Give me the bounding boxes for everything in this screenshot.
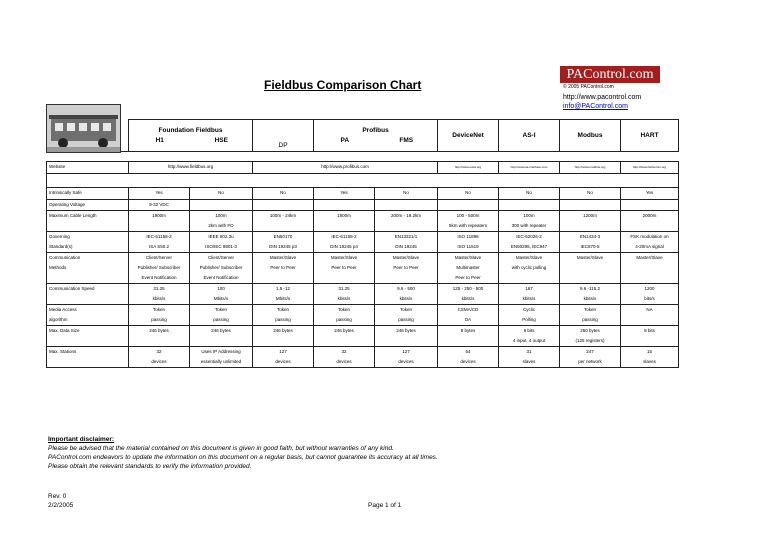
table-cell: 100m 300 with repeater xyxy=(499,211,560,232)
table-cell: 64 devices xyxy=(438,347,499,368)
table-cell: 127 devices xyxy=(253,347,314,368)
table-cell: Master/Slave Peer to Peer xyxy=(314,253,375,284)
table-cell: 8 bits xyxy=(621,326,679,347)
table-cell xyxy=(314,200,375,211)
table-row xyxy=(47,211,679,232)
table-cell xyxy=(190,200,253,211)
disclaimer-line: Please obtain the relevant standards to verify the information provided. xyxy=(48,463,252,470)
row-label: Max. Stations xyxy=(47,347,129,368)
table-cell: Master/Slave xyxy=(560,253,621,284)
table-cell: 1900m xyxy=(314,211,375,232)
table-row xyxy=(47,200,679,211)
website-modbus[interactable]: http://www.modbus.org xyxy=(560,162,621,174)
disclaimer-line: PAControl.com endeavors to update the information on this document on a regular basis, but cannot guarantee its accuracy at all times. xyxy=(48,454,438,461)
table-cell: No xyxy=(190,188,253,200)
fieldbus-photo xyxy=(46,104,121,153)
website-asi[interactable]: http://www.as-interface.com xyxy=(499,162,560,174)
row-label: Communication Methods xyxy=(47,253,129,284)
table-row xyxy=(47,232,679,253)
table-cell: Token passing xyxy=(375,305,438,326)
website-ff[interactable]: http://www.fieldbus.org xyxy=(129,162,253,174)
table-cell: 246 bytes xyxy=(375,326,438,347)
table-cell xyxy=(499,200,560,211)
table-cell: 127 devices xyxy=(375,347,438,368)
row-label: Media Access algorithm xyxy=(47,305,129,326)
header-pa: PA xyxy=(340,136,350,144)
table-cell: Token passing xyxy=(560,305,621,326)
header-foundation-fieldbus: Foundation Fieldbus H1 HSE xyxy=(129,120,253,152)
table-cell: No xyxy=(499,188,560,200)
website-row xyxy=(47,162,679,174)
table-cell: 125 - 250 - 500 kbits/s xyxy=(438,284,499,305)
disclaimer-line: Please be advised that the material contained on this document is given in good faith, but without warranties of any kind. xyxy=(48,445,394,452)
table-cell: 247 per network xyxy=(560,347,621,368)
table-cell: EN1434-3 IEC870-5 xyxy=(560,232,621,253)
table-cell: 9.6 -115.2 kbits/s xyxy=(560,284,621,305)
website-link[interactable]: http://www.pacontrol.com xyxy=(563,94,642,101)
table-cell: 2000m xyxy=(621,211,679,232)
table-cell: Master/Slave Peer to Peer xyxy=(253,253,314,284)
table-row xyxy=(47,305,679,326)
comparison-table xyxy=(46,119,679,368)
table-cell: No xyxy=(560,188,621,200)
table-cell: IEC-61158-2 DIN 19245 p4 xyxy=(314,232,375,253)
table-cell: 1200m xyxy=(560,211,621,232)
table-cell: 100 Mbits/s xyxy=(190,284,253,305)
table-cell: 31.25 kbits/s xyxy=(129,284,190,305)
table-cell: ISO 11898 ISO 11519 xyxy=(438,232,499,253)
header-hart: HART xyxy=(621,120,679,152)
table-cell: 8 bits 4 input, 4 output xyxy=(499,326,560,347)
table-cell: 167 kbits/s xyxy=(499,284,560,305)
email-link[interactable]: info@PAControl.com xyxy=(563,103,628,110)
header-fms: FMS xyxy=(399,136,414,144)
table-cell: 9-32 VDC xyxy=(129,200,190,211)
table-cell: 1900m xyxy=(129,211,190,232)
table-cell: 246 bytes xyxy=(253,326,314,347)
row-label: Max. Data Size xyxy=(47,326,129,347)
table-cell xyxy=(375,200,438,211)
table-cell: No xyxy=(253,188,314,200)
table-cell: 15 slaves xyxy=(621,347,679,368)
table-cell: EN50170 DIN 19245 p3 xyxy=(253,232,314,253)
table-row xyxy=(47,188,679,200)
table-cell: Master/Slave Multimaster Peer to Peer xyxy=(438,253,499,284)
table-cell: Token passing xyxy=(129,305,190,326)
table-cell xyxy=(560,200,621,211)
copyright: © 2005 PAControl.com xyxy=(563,84,614,90)
table-cell: 31.25 kbits/s xyxy=(314,284,375,305)
table-cell: 100m 2km with FO xyxy=(190,211,253,232)
table-cell xyxy=(253,200,314,211)
table-cell: 250 bytes (125 registers) xyxy=(560,326,621,347)
table-cell: Client/Server Publisher/ Subscriber Event Notification xyxy=(129,253,190,284)
page-title: Fieldbus Comparison Chart xyxy=(264,78,422,92)
table-cell: Master/Slave Peer to Peer xyxy=(375,253,438,284)
table-row xyxy=(47,347,679,368)
table-cell: Token passing xyxy=(253,305,314,326)
header-devicenet: DeviceNet xyxy=(438,120,499,152)
row-label: Communication Speed xyxy=(47,284,129,305)
table-cell: NA xyxy=(621,305,679,326)
table-cell: No xyxy=(375,188,438,200)
table-cell: Uses IP Addressing essentially unlimited xyxy=(190,347,253,368)
table-cell: 8 bytes xyxy=(438,326,499,347)
table-cell: Yes xyxy=(621,188,679,200)
table-cell: 246 bytes xyxy=(129,326,190,347)
header-h1: H1 xyxy=(155,136,164,144)
table-cell: EN13321/1 DIN 19245 xyxy=(375,232,438,253)
footer-date: 2/2/2005 xyxy=(48,502,74,509)
table-cell xyxy=(621,200,679,211)
table-cell: 32 devices xyxy=(314,347,375,368)
page-number: Page 1 of 1 xyxy=(368,502,402,509)
table-cell: Yes xyxy=(314,188,375,200)
table-cell: Cyclic Polling xyxy=(499,305,560,326)
table-cell: Yes xyxy=(129,188,190,200)
header-modbus: Modbus xyxy=(560,120,621,152)
table-cell: 1.5 -12 Mbits/s xyxy=(253,284,314,305)
website-profibus[interactable]: http://www.profibus.com xyxy=(253,162,438,174)
table-cell: Master/Slave xyxy=(621,253,679,284)
revision: Rev. 0 xyxy=(48,493,67,500)
table-cell: 100 - 500m 5km with repeaters xyxy=(438,211,499,232)
disclaimer-heading: Important disclaimer: xyxy=(48,436,115,443)
table-cell: 246 bytes xyxy=(314,326,375,347)
table-cell: Master/Slave with cyclic polling xyxy=(499,253,560,284)
table-row xyxy=(47,253,679,284)
website-hart[interactable]: http://www.hartcomm.org xyxy=(621,162,679,174)
table-cell: Token passing xyxy=(190,305,253,326)
table-cell xyxy=(438,200,499,211)
table-cell: IEEE 802.3u ISO/IEC 8801-3 xyxy=(190,232,253,253)
table-cell: No xyxy=(438,188,499,200)
table-cell: Token passing xyxy=(314,305,375,326)
table-cell: 32 devices xyxy=(129,347,190,368)
row-label: Operating Voltage xyxy=(47,200,129,211)
table-row xyxy=(47,326,679,347)
table-cell: CSMA/CD DA xyxy=(438,305,499,326)
table-cell: FSK modulation on 4-20mA signal xyxy=(621,232,679,253)
row-label: Website xyxy=(47,162,129,174)
table-row xyxy=(47,284,679,305)
header-dp: DP xyxy=(253,120,314,152)
table-cell: 9.6 - 500 kbits/s xyxy=(375,284,438,305)
table-cell: IEC-61158-2 ISA S50.2 xyxy=(129,232,190,253)
row-label: Governing Standard(s) xyxy=(47,232,129,253)
table-cell: Client/Server Publisher/ Subscriber Event Notification xyxy=(190,253,253,284)
table-cell: IEC-62026-2 EN50295, IEC947 xyxy=(499,232,560,253)
logo: PAControl.com xyxy=(560,66,660,83)
website-devicenet[interactable]: http://www.odva.org xyxy=(438,162,499,174)
table-cell: 31 slaves xyxy=(499,347,560,368)
header-hse: HSE xyxy=(214,136,228,144)
table-cell: 1200 bits/s xyxy=(621,284,679,305)
header-asi: AS-I xyxy=(499,120,560,152)
row-label: Maximum Cable Length xyxy=(47,211,129,232)
table-cell: 200m - 19.2km xyxy=(375,211,438,232)
header-profibus: Profibus PA FMS xyxy=(314,120,438,152)
row-label: Intrinsically Safe xyxy=(47,188,129,200)
table-cell: 246 bytes xyxy=(190,326,253,347)
table-cell: 100m - 24km xyxy=(253,211,314,232)
